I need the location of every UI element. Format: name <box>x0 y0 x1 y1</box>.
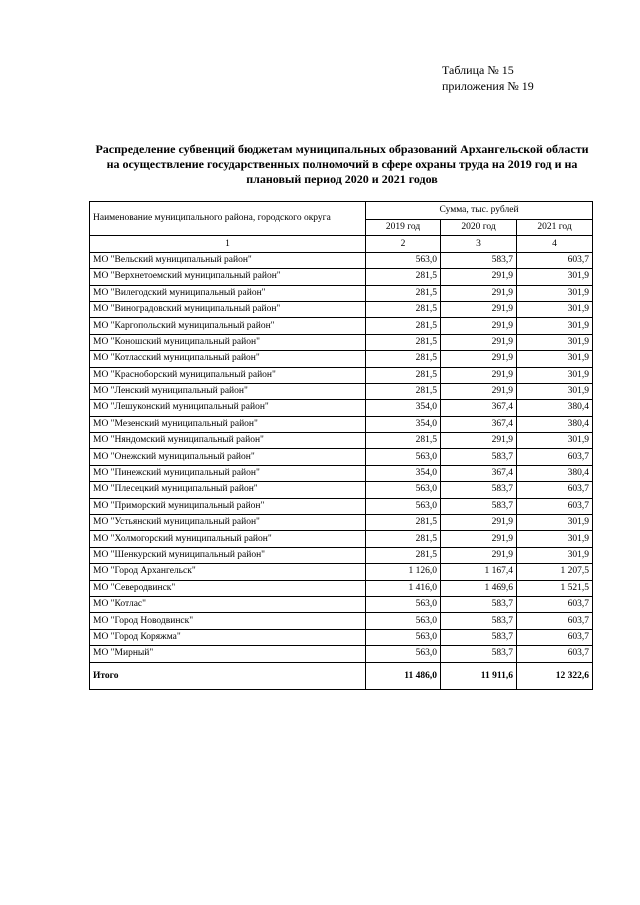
table-row <box>90 498 593 514</box>
amount-2020: 291,9 <box>441 301 517 317</box>
subvention-table <box>89 201 593 690</box>
table-row <box>90 547 593 563</box>
column-header-sum: Сумма, тыс. рублей <box>366 202 593 220</box>
total-2020: 11 911,6 <box>441 662 517 689</box>
table-header-row <box>90 202 593 220</box>
amount-2020: 291,9 <box>441 515 517 531</box>
amount-2019: 563,0 <box>366 252 441 268</box>
municipality-name: МО "Город Коряжма" <box>90 629 366 645</box>
amount-2021: 1 207,5 <box>517 564 593 580</box>
column-header-name: Наименование муниципального района, городского округа <box>90 202 366 236</box>
amount-2021: 380,4 <box>517 400 593 416</box>
table-row <box>90 433 593 449</box>
table-row <box>90 613 593 629</box>
amount-2019: 281,5 <box>366 383 441 399</box>
municipality-name: МО "Ленский муниципальный район" <box>90 383 366 399</box>
municipality-name: МО "Верхнетоемский муниципальный район" <box>90 269 366 285</box>
amount-2020: 291,9 <box>441 531 517 547</box>
table-row <box>90 383 593 399</box>
table-row <box>90 285 593 301</box>
amount-2020: 583,7 <box>441 646 517 662</box>
table-row <box>90 465 593 481</box>
amount-2020: 583,7 <box>441 596 517 612</box>
amount-2021: 603,7 <box>517 629 593 645</box>
table-row <box>90 449 593 465</box>
amount-2019: 354,0 <box>366 416 441 432</box>
amount-2020: 291,9 <box>441 367 517 383</box>
amount-2019: 1 416,0 <box>366 580 441 596</box>
column-number: 4 <box>517 236 593 252</box>
column-number: 2 <box>366 236 441 252</box>
amount-2021: 301,9 <box>517 301 593 317</box>
table-row <box>90 629 593 645</box>
column-number-row <box>90 236 593 252</box>
table-row <box>90 252 593 268</box>
amount-2021: 301,9 <box>517 383 593 399</box>
amount-2020: 583,7 <box>441 482 517 498</box>
amount-2020: 291,9 <box>441 547 517 563</box>
amount-2020: 367,4 <box>441 416 517 432</box>
municipality-name: МО "Холмогорский муниципальный район" <box>90 531 366 547</box>
amount-2019: 281,5 <box>366 515 441 531</box>
amount-2021: 301,9 <box>517 269 593 285</box>
municipality-name: МО "Виноградовский муниципальный район" <box>90 301 366 317</box>
amount-2019: 281,5 <box>366 301 441 317</box>
municipality-name: МО "Котласский муниципальный район" <box>90 351 366 367</box>
municipality-name: МО "Устьянский муниципальный район" <box>90 515 366 531</box>
amount-2021: 301,9 <box>517 515 593 531</box>
table-row <box>90 269 593 285</box>
municipality-name: МО "Плесецкий муниципальный район" <box>90 482 366 498</box>
table-reference <box>442 62 534 94</box>
amount-2021: 301,9 <box>517 433 593 449</box>
amount-2019: 354,0 <box>366 465 441 481</box>
column-number: 3 <box>441 236 517 252</box>
amount-2020: 291,9 <box>441 285 517 301</box>
amount-2020: 367,4 <box>441 465 517 481</box>
document-title: Распределение субвенций бюджетам муниципальных образований Архангельской области на осуществление государственных полномочий в сфере охраны труда на 2019 год и на плановый период 2020 и 2021 годов <box>95 142 589 186</box>
column-header-2019: 2019 год <box>366 220 441 236</box>
amount-2020: 583,7 <box>441 629 517 645</box>
amount-2021: 603,7 <box>517 252 593 268</box>
total-label: Итого <box>90 662 366 689</box>
amount-2019: 1 126,0 <box>366 564 441 580</box>
amount-2019: 281,5 <box>366 531 441 547</box>
total-2021: 12 322,6 <box>517 662 593 689</box>
amount-2021: 603,7 <box>517 646 593 662</box>
amount-2021: 603,7 <box>517 613 593 629</box>
total-row <box>90 662 593 689</box>
amount-2020: 291,9 <box>441 351 517 367</box>
municipality-name: МО "Красноборский муниципальный район" <box>90 367 366 383</box>
amount-2019: 281,5 <box>366 351 441 367</box>
amount-2020: 583,7 <box>441 449 517 465</box>
table-row <box>90 416 593 432</box>
amount-2020: 291,9 <box>441 269 517 285</box>
appendix-number: приложения № 19 <box>442 79 534 93</box>
column-header-2020: 2020 год <box>441 220 517 236</box>
column-header-2021: 2021 год <box>517 220 593 236</box>
amount-2020: 291,9 <box>441 433 517 449</box>
amount-2021: 301,9 <box>517 547 593 563</box>
amount-2019: 563,0 <box>366 646 441 662</box>
total-2019: 11 486,0 <box>366 662 441 689</box>
table-row <box>90 318 593 334</box>
municipality-name: МО "Пинежский муниципальный район" <box>90 465 366 481</box>
amount-2021: 1 521,5 <box>517 580 593 596</box>
amount-2021: 301,9 <box>517 367 593 383</box>
amount-2019: 563,0 <box>366 498 441 514</box>
amount-2019: 563,0 <box>366 482 441 498</box>
amount-2021: 603,7 <box>517 596 593 612</box>
amount-2020: 583,7 <box>441 498 517 514</box>
municipality-name: МО "Котлас" <box>90 596 366 612</box>
amount-2021: 380,4 <box>517 416 593 432</box>
table-row <box>90 646 593 662</box>
amount-2019: 281,5 <box>366 285 441 301</box>
amount-2020: 367,4 <box>441 400 517 416</box>
amount-2019: 563,0 <box>366 449 441 465</box>
amount-2019: 563,0 <box>366 613 441 629</box>
table-row <box>90 482 593 498</box>
municipality-name: МО "Онежский муниципальный район" <box>90 449 366 465</box>
municipality-name: МО "Каргопольский муниципальный район" <box>90 318 366 334</box>
amount-2019: 281,5 <box>366 318 441 334</box>
municipality-name: МО "Няндомский муниципальный район" <box>90 433 366 449</box>
amount-2020: 291,9 <box>441 318 517 334</box>
amount-2019: 281,5 <box>366 547 441 563</box>
amount-2020: 291,9 <box>441 383 517 399</box>
amount-2020: 1 469,6 <box>441 580 517 596</box>
amount-2019: 563,0 <box>366 596 441 612</box>
municipality-name: МО "Вельский муниципальный район" <box>90 252 366 268</box>
amount-2021: 301,9 <box>517 285 593 301</box>
amount-2021: 301,9 <box>517 351 593 367</box>
amount-2019: 354,0 <box>366 400 441 416</box>
amount-2021: 301,9 <box>517 318 593 334</box>
municipality-name: МО "Вилегодский муниципальный район" <box>90 285 366 301</box>
table-row <box>90 301 593 317</box>
table-row <box>90 580 593 596</box>
column-number: 1 <box>90 236 366 252</box>
amount-2021: 301,9 <box>517 531 593 547</box>
table-row <box>90 367 593 383</box>
amount-2019: 281,5 <box>366 334 441 350</box>
amount-2020: 291,9 <box>441 334 517 350</box>
amount-2021: 603,7 <box>517 449 593 465</box>
amount-2021: 301,9 <box>517 334 593 350</box>
amount-2020: 583,7 <box>441 613 517 629</box>
amount-2020: 1 167,4 <box>441 564 517 580</box>
table-row <box>90 334 593 350</box>
municipality-name: МО "Город Новодвинск" <box>90 613 366 629</box>
amount-2021: 603,7 <box>517 482 593 498</box>
table-row <box>90 596 593 612</box>
municipality-name: МО "Северодвинск" <box>90 580 366 596</box>
table-row <box>90 351 593 367</box>
amount-2019: 281,5 <box>366 367 441 383</box>
amount-2019: 563,0 <box>366 629 441 645</box>
table-row <box>90 400 593 416</box>
table-number: Таблица № 15 <box>442 63 514 77</box>
amount-2019: 281,5 <box>366 269 441 285</box>
amount-2021: 603,7 <box>517 498 593 514</box>
amount-2019: 281,5 <box>366 433 441 449</box>
municipality-name: МО "Лешуконский муниципальный район" <box>90 400 366 416</box>
municipality-name: МО "Мирный" <box>90 646 366 662</box>
table-row <box>90 531 593 547</box>
municipality-name: МО "Мезенский муниципальный район" <box>90 416 366 432</box>
amount-2021: 380,4 <box>517 465 593 481</box>
table-row <box>90 564 593 580</box>
table-row <box>90 515 593 531</box>
municipality-name: МО "Коношский муниципальный район" <box>90 334 366 350</box>
municipality-name: МО "Город Архангельск" <box>90 564 366 580</box>
amount-2020: 583,7 <box>441 252 517 268</box>
municipality-name: МО "Шенкурский муниципальный район" <box>90 547 366 563</box>
municipality-name: МО "Приморский муниципальный район" <box>90 498 366 514</box>
